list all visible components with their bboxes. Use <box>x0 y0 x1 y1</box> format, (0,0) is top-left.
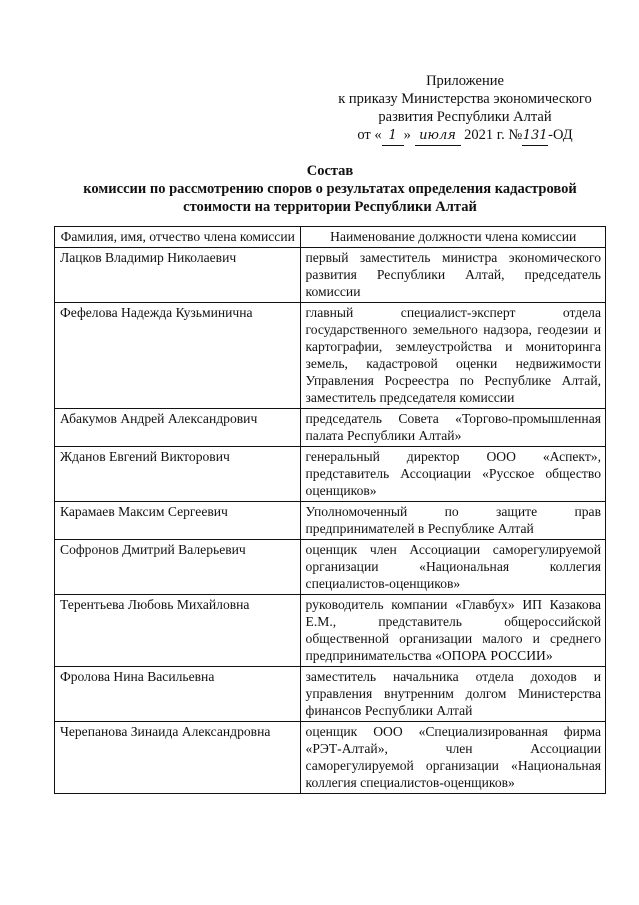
member-position: председатель Совета «Торгово-промышленная палата Республики Алтай» <box>300 409 605 447</box>
appendix-header <box>300 72 630 146</box>
order-month: июля <box>415 127 461 146</box>
table-row <box>55 667 606 722</box>
table-row <box>55 447 606 502</box>
order-number: 131 <box>522 127 548 146</box>
document-title <box>40 162 620 216</box>
member-name: Жданов Евгений Викторович <box>55 447 301 502</box>
order-year: 2021 г. № <box>464 127 523 143</box>
member-position: руководитель компании «Главбух» ИП Казакова Е.М., представитель общероссийской общественной организации малого и среднего предпринимательства «ОПОРА РОССИИ» <box>300 595 605 667</box>
date-mid: » <box>403 127 411 143</box>
column-header-name: Фамилия, имя, отчество члена комиссии <box>55 227 301 248</box>
member-position: заместитель начальника отдела доходов и управления внутренним долгом Министерства финансов Республики Алтай <box>300 667 605 722</box>
date-prefix: от « <box>357 127 382 143</box>
member-position: Уполномоченный по защите прав предпринимателей в Республике Алтай <box>300 502 605 540</box>
table-row <box>55 409 606 447</box>
table-row <box>55 540 606 595</box>
order-suffix: -ОД <box>548 127 573 143</box>
member-name: Софронов Дмитрий Валерьевич <box>55 540 301 595</box>
member-position: первый заместитель министра экономического развития Республики Алтай, председатель комиссии <box>300 248 605 303</box>
member-position: генеральный директор ООО «Аспект», представитель Ассоциации «Русское общество оценщиков» <box>300 447 605 502</box>
order-date-line <box>300 126 630 146</box>
member-name: Черепанова Зинаида Александровна <box>55 722 301 794</box>
table-row <box>55 722 606 794</box>
member-name: Лацков Владимир Николаевич <box>55 248 301 303</box>
appendix-title: Приложение <box>426 73 504 89</box>
title-line-2: комиссии по рассмотрению споров о результатах определения кадастровой <box>83 181 577 197</box>
table-row <box>55 248 606 303</box>
commission-members-table <box>54 226 606 794</box>
column-header-position: Наименование должности члена комиссии <box>300 227 605 248</box>
member-position: оценщик ООО «Специализированная фирма «РЭТ-Алтай», член Ассоциации саморегулируемой организации «Национальная коллегия специалистов-оценщиков» <box>300 722 605 794</box>
member-name: Фролова Нина Васильевна <box>55 667 301 722</box>
order-reference: к приказу Министерства экономического <box>338 91 592 107</box>
member-position: оценщик член Ассоциации саморегулируемой организации «Национальная коллегия специалистов-оценщиков» <box>300 540 605 595</box>
member-name: Терентьева Любовь Михайловна <box>55 595 301 667</box>
table-row <box>55 502 606 540</box>
order-day: 1 <box>382 127 404 146</box>
table-row <box>55 595 606 667</box>
ministry-name: развития Республики Алтай <box>378 109 552 125</box>
table-header-row <box>55 227 606 248</box>
member-name: Абакумов Андрей Александрович <box>55 409 301 447</box>
title-line-1: Состав <box>306 163 354 179</box>
member-position: главный специалист-эксперт отдела государственного земельного надзора, геодезии и картографии, землеустройства и мониторинга земель, кадастровой оценки недвижимости Управления Росреестра по Республике Алтай, заместитель председателя комиссии <box>300 303 605 409</box>
member-name: Фефелова Надежда Кузьминична <box>55 303 301 409</box>
member-name: Карамаев Максим Сергеевич <box>55 502 301 540</box>
table-row <box>55 303 606 409</box>
title-line-3: стоимости на территории Республики Алтай <box>183 199 477 215</box>
